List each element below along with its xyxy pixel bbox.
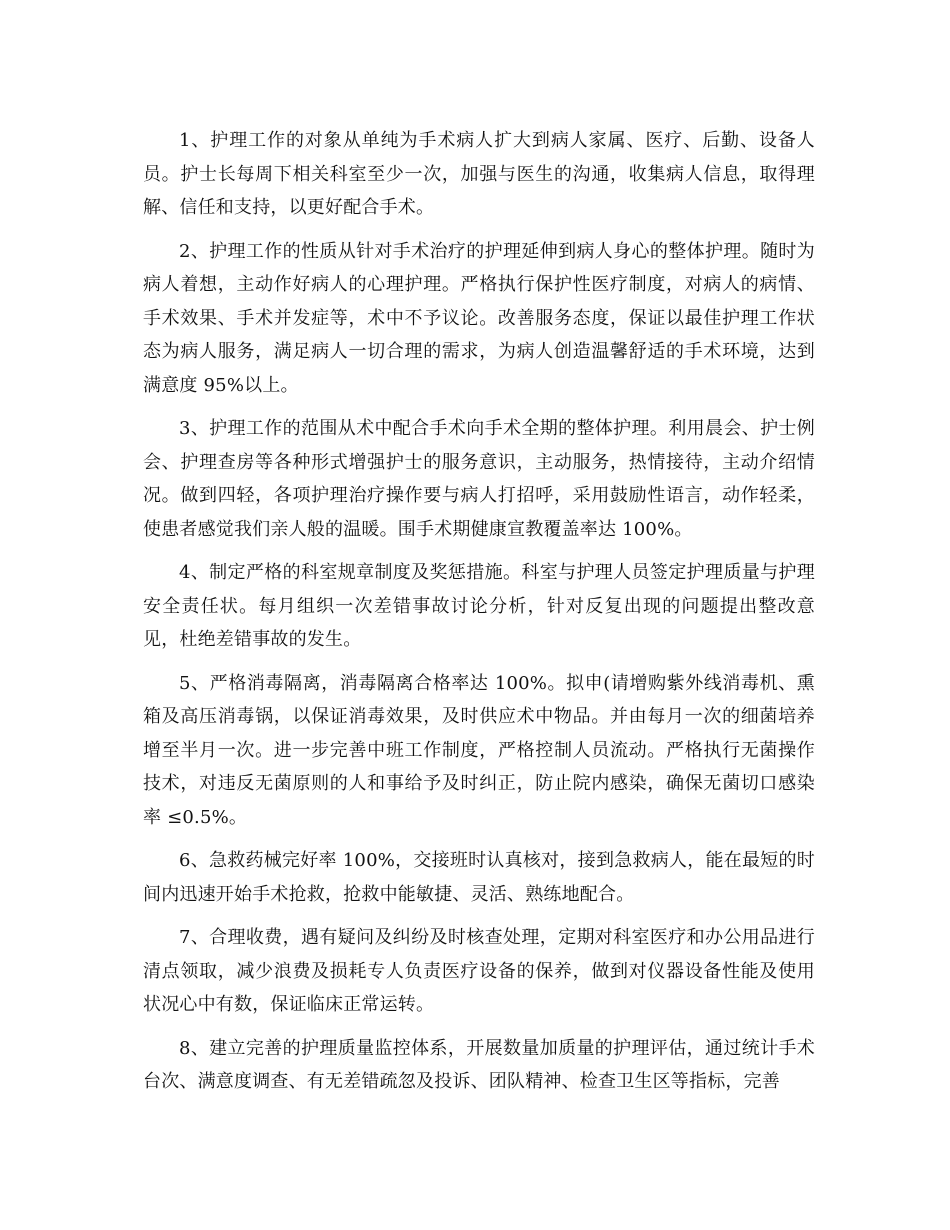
- paragraph-6: 6、急救药械完好率 100%，交接班时认真核对，接到急救病人，能在最短的时间内迅速开始手术抢救，抢救中能敏捷、灵活、熟练地配合。: [143, 850, 815, 905]
- paragraph-2: 2、护理工作的性质从针对手术治疗的护理延伸到病人身心的整体护理。随时为病人着想，主动作好病人的心理护理。严格执行保护性医疗制度，对病人的病情、手术效果、手术并发症等，术中不予议论。改善服务态度，保证以最佳护理工作状态为病人服务，满足病人一切合理的需求，为病人创造温馨舒适的手术环境，达到满意度 95%以上。: [143, 240, 815, 396]
- paragraph-4: 4、制定严格的科室规章制度及奖惩措施。科室与护理人员签定护理质量与护理安全责任状。每月组织一次差错事故讨论分析，针对反复出现的问题提出整改意见，杜绝差错事故的发生。: [143, 562, 815, 650]
- paragraph-5: 5、严格消毒隔离，消毒隔离合格率达 100%。拟申(请增购紫外线消毒机、熏箱及高压消毒锅，以保证消毒效果，及时供应术中物品。并由每月一次的细菌培养增至半月一次。进一步完善中班工作制度，严格控制人员流动。严格执行无菌操作技术，对违反无菌原则的人和事给予及时纠正，防止院内感染，确保无菌切口感染率 ≤0.5%。: [143, 672, 815, 828]
- paragraph-3: 3、护理工作的范围从术中配合手术向手术全期的整体护理。利用晨会、护士例会、护理查房等各种形式增强护士的服务意识，主动服务，热情接待，主动介绍情况。做到四轻，各项护理治疗操作要与病人打招呼，采用鼓励性语言，动作轻柔，使患者感觉我们亲人般的温暖。围手术期健康宣教覆盖率达 100%。: [143, 418, 815, 540]
- paragraph-7: 7、合理收费，遇有疑问及纠纷及时核查处理，定期对科室医疗和办公用品进行清点领取，减少浪费及损耗专人负责医疗设备的保养，做到对仪器设备性能及使用状况心中有数，保证临床正常运转。: [143, 927, 815, 1015]
- paragraph-1: 1、护理工作的对象从单纯为手术病人扩大到病人家属、医疗、后勤、设备人员。护士长每周下相关科室至少一次，加强与医生的沟通，收集病人信息，取得理解、信任和支持，以更好配合手术。: [143, 130, 815, 218]
- paragraph-8: 8、建立完善的护理质量监控体系，开展数量加质量的护理评估，通过统计手术台次、满意度调查、有无差错疏忽及投诉、团队精神、检查卫生区等指标，完善: [143, 1037, 815, 1092]
